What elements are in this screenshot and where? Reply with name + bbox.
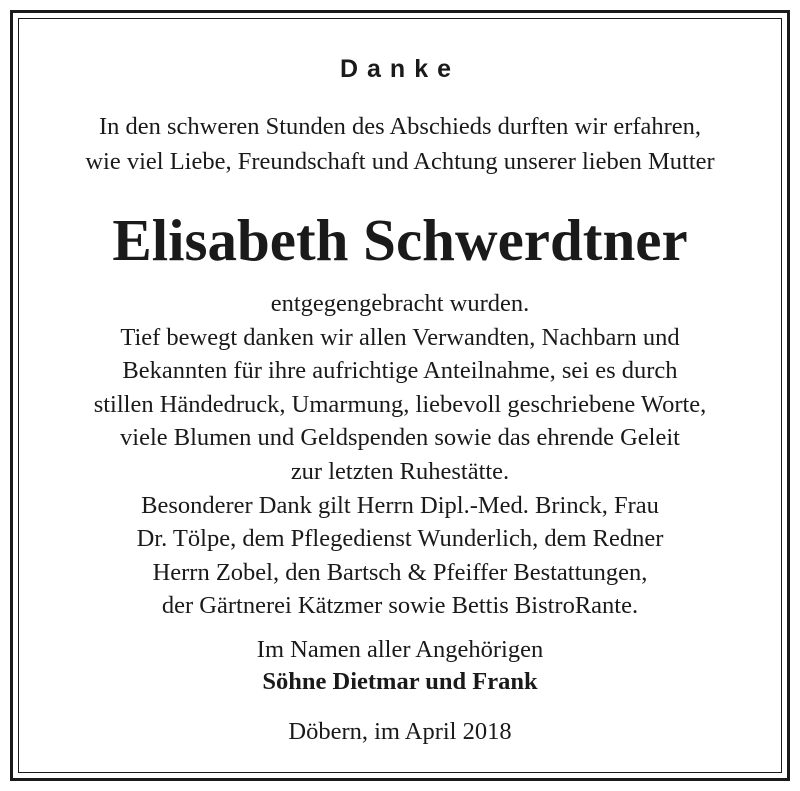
body-line: entgegengebracht wurden. <box>270 290 530 317</box>
body-text <box>0 287 800 623</box>
intro-line: In den schweren Stunden des Abschieds durften wir erfahren, <box>98 113 702 140</box>
body-line: stillen Händedruck, Umarmung, liebevoll geschriebene Worte, <box>93 390 707 418</box>
body-line: Bekannten für ihre aufrichtige Anteilnahme, sei es durch <box>122 357 678 385</box>
body-line: der Gärtnerei Kätzmer sowie Bettis BistroRante. <box>161 592 639 620</box>
notice-heading: Danke <box>339 55 461 83</box>
body-line: viele Blumen und Geldspenden sowie das ehrende Geleit <box>120 424 680 452</box>
body-line: Besonderer Dank gilt Herrn Dipl.-Med. Brinck, Frau <box>141 491 659 519</box>
signature-names: Söhne Dietmar und Frank <box>262 668 538 695</box>
body-line: Dr. Tölpe, dem Pflegedienst Wunderlich, dem Redner <box>136 525 664 553</box>
place-date: Döbern, im April 2018 <box>288 718 512 745</box>
body-line: Herrn Zobel, den Bartsch & Pfeiffer Bestattungen, <box>152 558 648 586</box>
intro-text <box>0 109 800 179</box>
deceased-name: Elisabeth Schwerdtner <box>112 207 688 273</box>
body-line: zur letzten Ruhestätte. <box>290 457 510 485</box>
body-line: Tief bewegt danken wir allen Verwandten, Nachbarn und <box>120 323 680 351</box>
intro-line: wie viel Liebe, Freundschaft und Achtung unserer lieben Mutter <box>85 148 715 175</box>
signature-line-1: Im Namen aller Angehörigen <box>256 636 544 663</box>
